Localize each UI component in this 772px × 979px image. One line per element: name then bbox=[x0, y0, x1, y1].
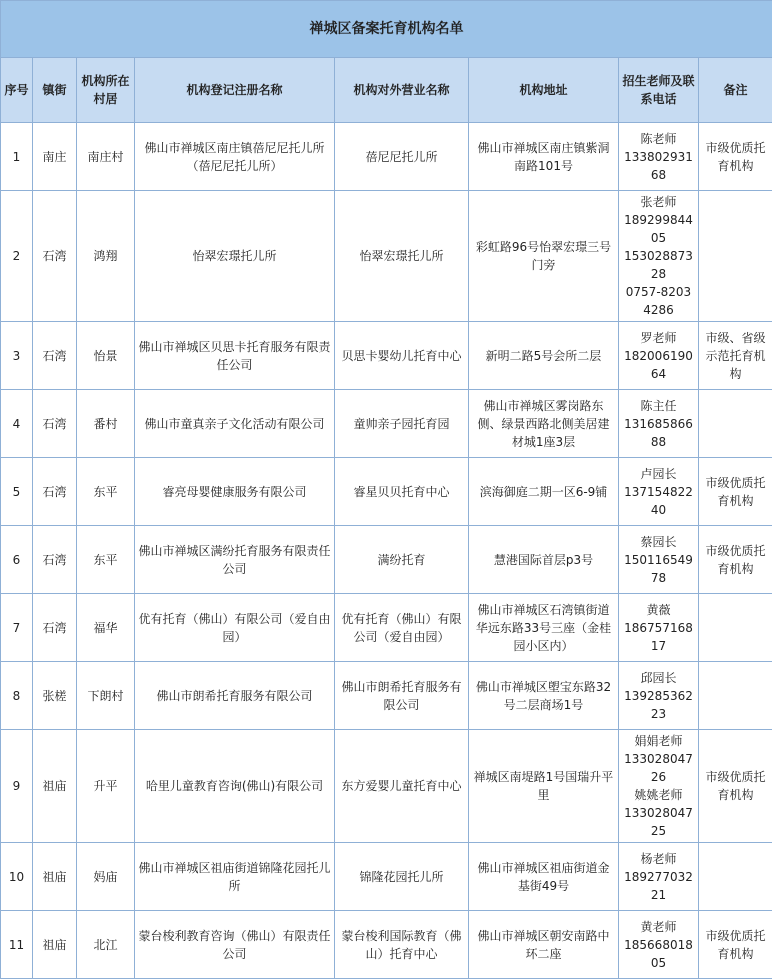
table-title: 禅城区备案托育机构名单 bbox=[1, 1, 772, 58]
cell-contact: 卢园长 13715482240 bbox=[619, 458, 699, 526]
cell-town: 石湾 bbox=[33, 594, 77, 662]
cell-village: 妈庙 bbox=[77, 843, 135, 911]
title-row bbox=[1, 1, 772, 58]
cell-village: 福华 bbox=[77, 594, 135, 662]
header-row bbox=[1, 58, 772, 123]
cell-no: 6 bbox=[1, 526, 33, 594]
header-reg-name: 机构登记注册名称 bbox=[135, 58, 335, 123]
cell-note: 市级、省级示范托育机构 bbox=[699, 322, 772, 390]
cell-reg-name: 怡翠宏璟托儿所 bbox=[135, 191, 335, 322]
cell-note bbox=[699, 662, 772, 730]
cell-biz-name: 蒙台梭利国际教育（佛山）托育中心 bbox=[335, 911, 469, 979]
cell-address: 佛山市禅城区雾岗路东侧、绿景西路北侧美居建材城1座3层 bbox=[469, 390, 619, 458]
table-row bbox=[1, 322, 772, 390]
cell-reg-name: 佛山市禅城区满纷托育服务有限责任公司 bbox=[135, 526, 335, 594]
table-row bbox=[1, 730, 772, 843]
cell-contact: 黄薇 18675716817 bbox=[619, 594, 699, 662]
cell-reg-name: 佛山市禅城区南庄镇蓓尼尼托儿所（蓓尼尼托儿所） bbox=[135, 123, 335, 191]
cell-no: 8 bbox=[1, 662, 33, 730]
table-row bbox=[1, 526, 772, 594]
cell-reg-name: 佛山市禅城区贝思卡托育服务有限责任公司 bbox=[135, 322, 335, 390]
cell-no: 7 bbox=[1, 594, 33, 662]
cell-note: 市级优质托育机构 bbox=[699, 123, 772, 191]
cell-contact: 张老师 18929984405 15302887328 0757-82034286 bbox=[619, 191, 699, 322]
cell-village: 北江 bbox=[77, 911, 135, 979]
cell-contact: 杨老师 18927703221 bbox=[619, 843, 699, 911]
header-village: 机构所在村居 bbox=[77, 58, 135, 123]
cell-note: 市级优质托育机构 bbox=[699, 526, 772, 594]
cell-note: 市级优质托育机构 bbox=[699, 911, 772, 979]
header-town: 镇街 bbox=[33, 58, 77, 123]
cell-town: 张槎 bbox=[33, 662, 77, 730]
cell-village: 南庄村 bbox=[77, 123, 135, 191]
cell-village: 升平 bbox=[77, 730, 135, 843]
cell-no: 3 bbox=[1, 322, 33, 390]
cell-biz-name: 童帅亲子园托育园 bbox=[335, 390, 469, 458]
cell-town: 石湾 bbox=[33, 526, 77, 594]
cell-address: 佛山市禅城区祖庙街道金基街49号 bbox=[469, 843, 619, 911]
cell-reg-name: 哈里儿童教育咨询(佛山)有限公司 bbox=[135, 730, 335, 843]
cell-biz-name: 锦隆花园托儿所 bbox=[335, 843, 469, 911]
table-row bbox=[1, 458, 772, 526]
cell-no: 10 bbox=[1, 843, 33, 911]
cell-reg-name: 睿亮母婴健康服务有限公司 bbox=[135, 458, 335, 526]
cell-note bbox=[699, 843, 772, 911]
cell-contact: 黄老师 18566801805 bbox=[619, 911, 699, 979]
cell-biz-name: 优有托育（佛山）有限公司（爱自由园） bbox=[335, 594, 469, 662]
cell-village: 东平 bbox=[77, 526, 135, 594]
cell-address: 佛山市禅城区南庄镇紫洞南路101号 bbox=[469, 123, 619, 191]
cell-reg-name: 优有托育（佛山）有限公司（爱自由园） bbox=[135, 594, 335, 662]
header-note: 备注 bbox=[699, 58, 772, 123]
cell-biz-name: 满纷托育 bbox=[335, 526, 469, 594]
cell-note bbox=[699, 390, 772, 458]
cell-address: 慧港国际首层p3号 bbox=[469, 526, 619, 594]
cell-no: 5 bbox=[1, 458, 33, 526]
table-row bbox=[1, 191, 772, 322]
cell-contact: 蔡园长 15011654978 bbox=[619, 526, 699, 594]
cell-address: 彩虹路96号怡翠宏璟三号门旁 bbox=[469, 191, 619, 322]
cell-reg-name: 蒙台梭利教育咨询（佛山）有限责任公司 bbox=[135, 911, 335, 979]
cell-town: 石湾 bbox=[33, 458, 77, 526]
cell-biz-name: 东方爱婴儿童托育中心 bbox=[335, 730, 469, 843]
cell-contact: 陈主任 13168586688 bbox=[619, 390, 699, 458]
header-address: 机构地址 bbox=[469, 58, 619, 123]
cell-address: 佛山市禅城区塱宝东路32号二层商场1号 bbox=[469, 662, 619, 730]
cell-address: 滨海御庭二期一区6-9铺 bbox=[469, 458, 619, 526]
header-no: 序号 bbox=[1, 58, 33, 123]
table-row bbox=[1, 123, 772, 191]
cell-no: 9 bbox=[1, 730, 33, 843]
cell-note: 市级优质托育机构 bbox=[699, 730, 772, 843]
cell-contact: 邱园长 13928536223 bbox=[619, 662, 699, 730]
cell-reg-name: 佛山市朗希托育服务有限公司 bbox=[135, 662, 335, 730]
cell-note: 市级优质托育机构 bbox=[699, 458, 772, 526]
cell-no: 4 bbox=[1, 390, 33, 458]
header-biz-name: 机构对外营业名称 bbox=[335, 58, 469, 123]
cell-town: 祖庙 bbox=[33, 843, 77, 911]
header-contact: 招生老师及联系电话 bbox=[619, 58, 699, 123]
cell-no: 1 bbox=[1, 123, 33, 191]
cell-village: 下朗村 bbox=[77, 662, 135, 730]
table-row bbox=[1, 843, 772, 911]
cell-town: 祖庙 bbox=[33, 730, 77, 843]
cell-contact: 陈老师 13380293168 bbox=[619, 123, 699, 191]
cell-address: 禅城区南堤路1号国瑞升平里 bbox=[469, 730, 619, 843]
cell-reg-name: 佛山市禅城区祖庙街道锦隆花园托儿所 bbox=[135, 843, 335, 911]
table-row bbox=[1, 594, 772, 662]
cell-town: 祖庙 bbox=[33, 911, 77, 979]
cell-note bbox=[699, 191, 772, 322]
cell-village: 东平 bbox=[77, 458, 135, 526]
cell-address: 佛山市禅城区石湾镇街道华远东路33号三座（金桂园小区内） bbox=[469, 594, 619, 662]
cell-village: 怡景 bbox=[77, 322, 135, 390]
cell-address: 新明二路5号会所二层 bbox=[469, 322, 619, 390]
cell-biz-name: 蓓尼尼托儿所 bbox=[335, 123, 469, 191]
cell-reg-name: 佛山市童真亲子文化活动有限公司 bbox=[135, 390, 335, 458]
cell-village: 鸿翔 bbox=[77, 191, 135, 322]
cell-contact: 罗老师 18200619064 bbox=[619, 322, 699, 390]
cell-no: 11 bbox=[1, 911, 33, 979]
cell-town: 石湾 bbox=[33, 390, 77, 458]
cell-town: 石湾 bbox=[33, 322, 77, 390]
cell-note bbox=[699, 594, 772, 662]
table-row bbox=[1, 390, 772, 458]
cell-biz-name: 怡翠宏璟托儿所 bbox=[335, 191, 469, 322]
cell-biz-name: 贝思卡婴幼儿托育中心 bbox=[335, 322, 469, 390]
cell-biz-name: 佛山市朗希托育服务有限公司 bbox=[335, 662, 469, 730]
cell-town: 南庄 bbox=[33, 123, 77, 191]
cell-contact: 娟娟老师 13302804726 姚姚老师 13302804725 bbox=[619, 730, 699, 843]
cell-town: 石湾 bbox=[33, 191, 77, 322]
table-row bbox=[1, 662, 772, 730]
cell-village: 番村 bbox=[77, 390, 135, 458]
table-row bbox=[1, 911, 772, 979]
cell-address: 佛山市禅城区朝安南路中环二座 bbox=[469, 911, 619, 979]
cell-biz-name: 睿星贝贝托育中心 bbox=[335, 458, 469, 526]
cell-no: 2 bbox=[1, 191, 33, 322]
